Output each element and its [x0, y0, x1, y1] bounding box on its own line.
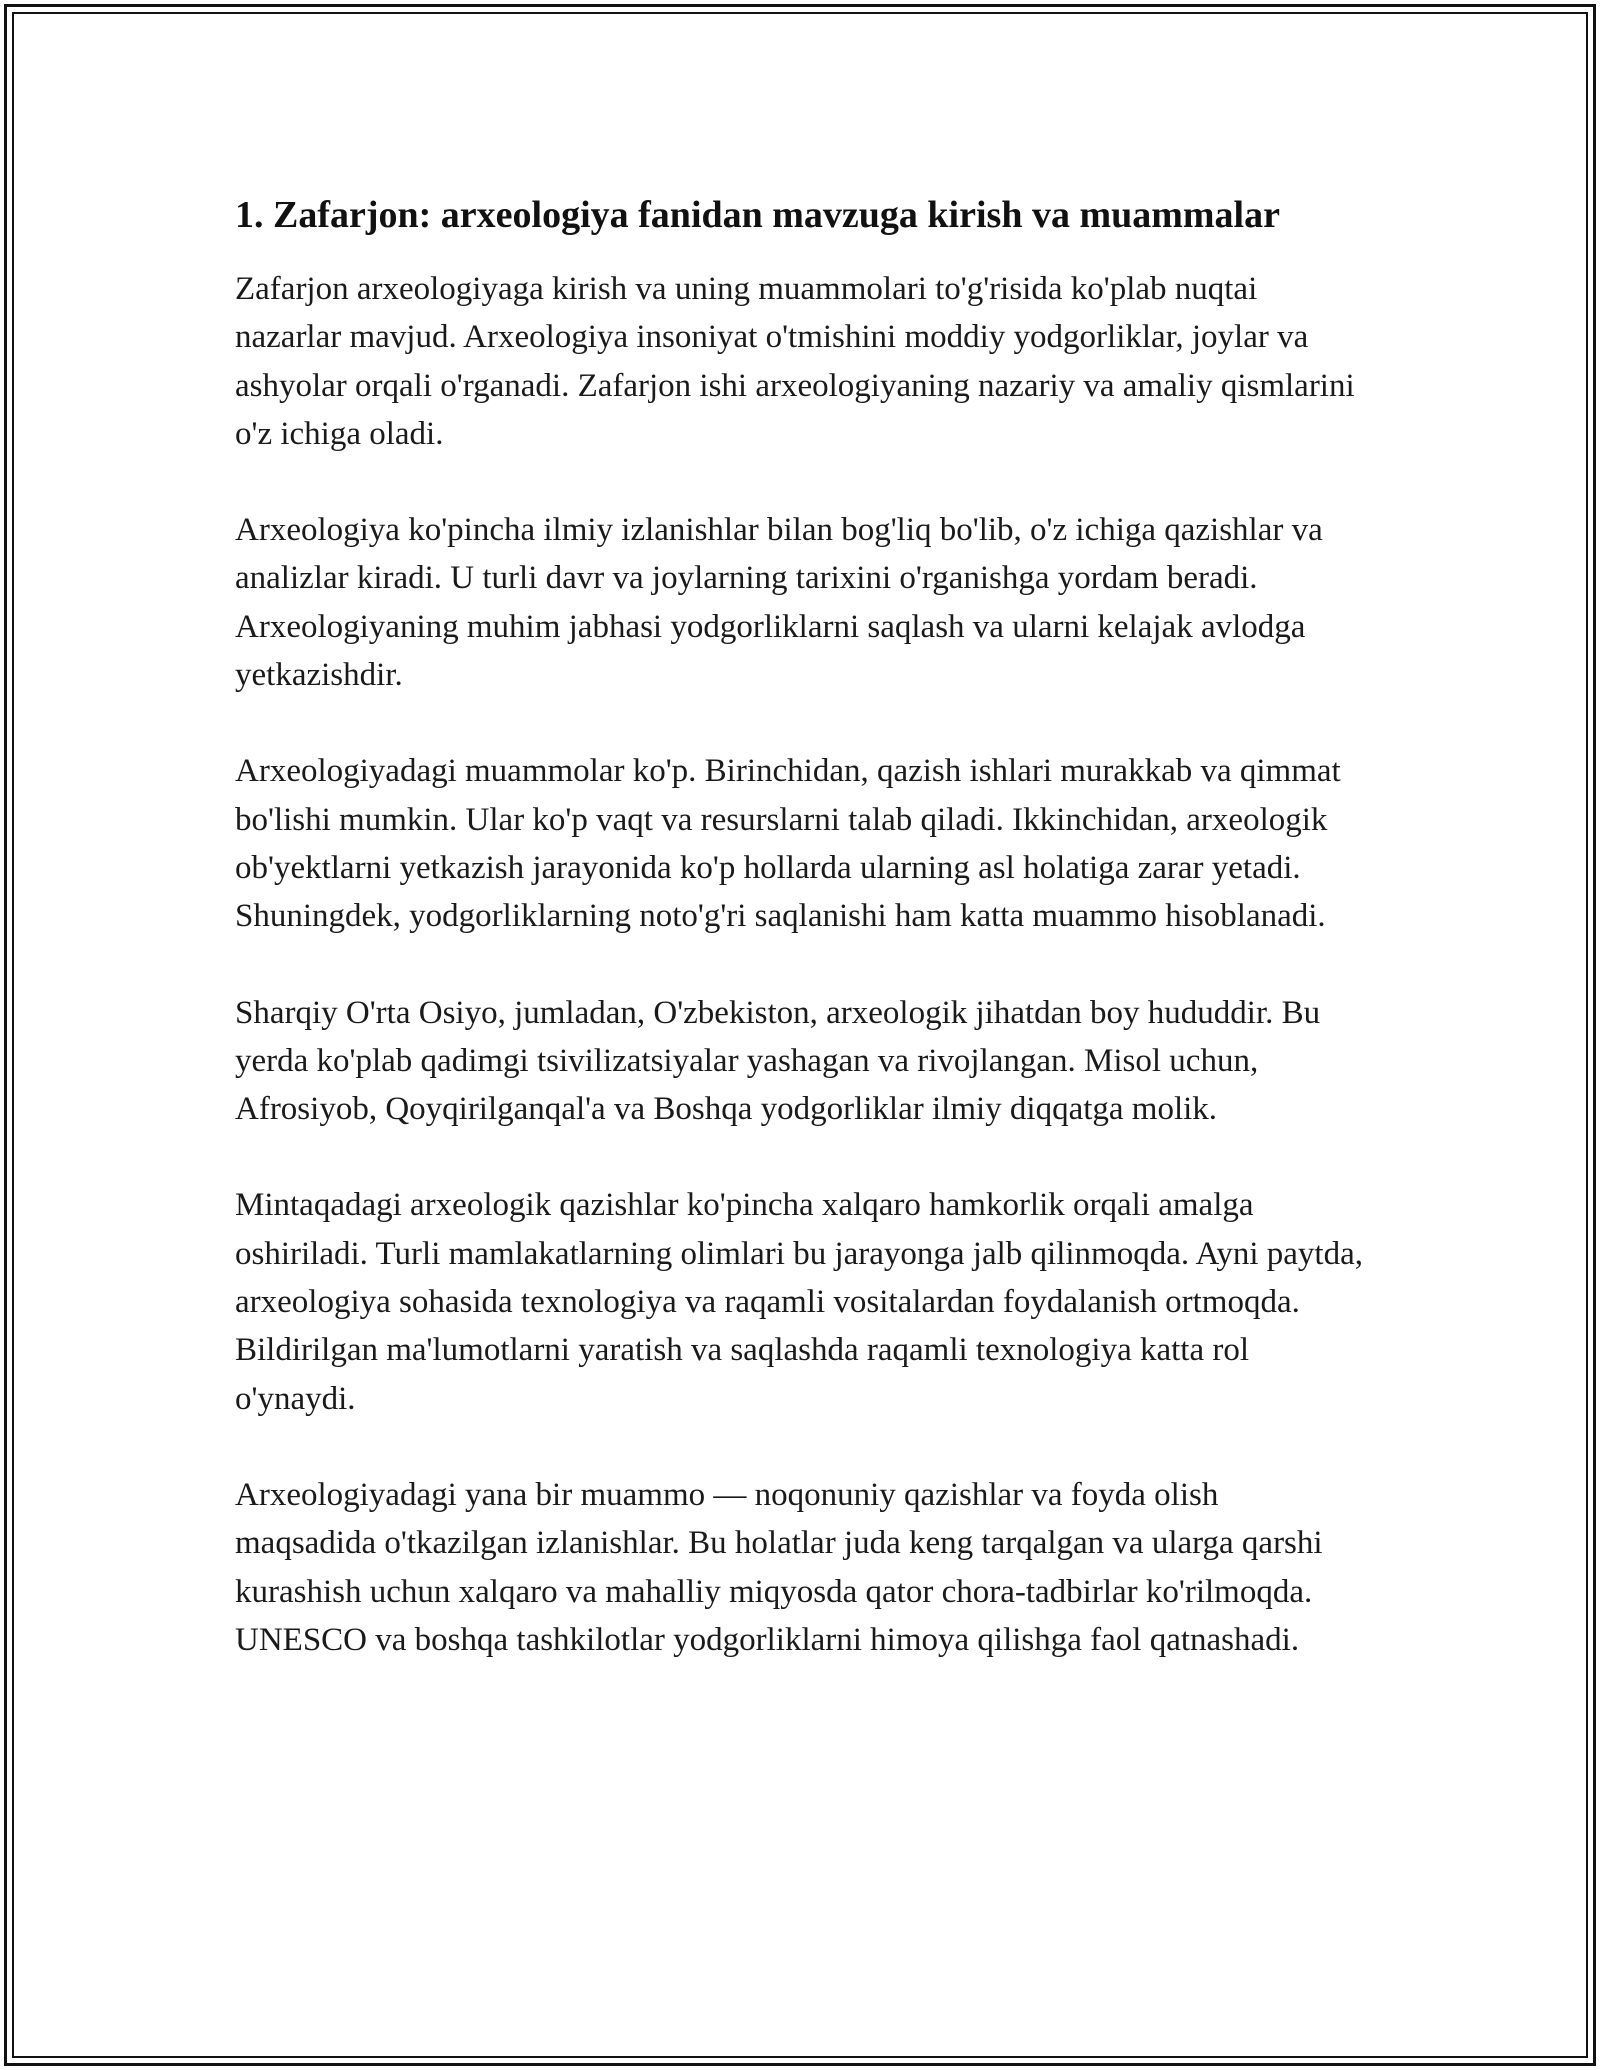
paragraph-2: Arxeologiya ko'pincha ilmiy izlanishlar bilan bog'liq bo'lib, o'z ichiga qazishlar va analizlar kiradi. U turli davr va joylarning tarixini o'rganishga yordam beradi. Arxeologiyaning muhim jabhasi yodgorliklarni saqlash va ularni kelajak avlodga yetkazishdir.: [235, 512, 1323, 694]
paragraph-5: Mintaqadagi arxeologik qazishlar ko'pincha xalqaro hamkorlik orqali amalga oshiriladi. Turli mamlakatlarning olimlari bu jarayonga jalb qilinmoqda. Ayni paytda, arxeologiya sohasida texnologiya va raqamli vositalardan foydalanish ortmoqda. Bildirilgan ma'lumotlarni yaratish va saqlashda raqamli texnologiya katta rol o'ynaydi.: [235, 1187, 1363, 1417]
paragraph-3: Arxeologiyadagi muammolar ko'p. Birinchidan, qazish ishlari murakkab va qimmat bo'lishi mumkin. Ular ko'p vaqt va resurslarni talab qiladi. Ikkinchidan, arxeologik ob'yektlarni yetkazish jarayonida ko'p hollarda ularning asl holatiga zarar yetadi. Shuningdek, yodgorliklarning noto'g'ri saqlanishi ham katta muammo hisoblanadi.: [235, 753, 1341, 935]
document-title: 1. Zafarjon: arxeologiya fanidan mavzuga kirish va muammalar: [235, 194, 1280, 236]
paragraph-1: Zafarjon arxeologiyaga kirish va uning muammolari to'g'risida ko'plab nuqtai nazarlar mavjud. Arxeologiya insoniyat o'tmishini moddiy yodgorliklar, joylar va ashyolar orqali o'rganadi. Zafarjon ishi arxeologiyaning nazariy va amaliy qismlarini o'z ichiga oladi.: [235, 271, 1355, 452]
paragraph-4: Sharqiy O'rta Osiyo, jumladan, O'zbekiston, arxeologik jihatdan boy hududdir. Bu yerda ko'plab qadimgi tsivilizatsiyalar yashagan va rivojlangan. Misol uchun, Afrosiyob, Qoyqirilganqal'a va Boshqa yodgorliklar ilmiy diqqatga molik.: [235, 994, 1321, 1128]
paragraph-6: Arxeologiyadagi yana bir muammo — noqonuniy qazishlar va foyda olish maqsadida o'tkazilgan izlanishlar. Bu holatlar juda keng tarqalgan va ularga qarshi kurashish uchun xalqaro va mahalliy miqyosda qator chora-tadbirlar ko'rilmoqda. UNESCO va boshqa tashkilotlar yodgorliklarni himoya qilishga faol qatnashadi.: [235, 1476, 1323, 1658]
document-body: [235, 188, 1365, 1712]
